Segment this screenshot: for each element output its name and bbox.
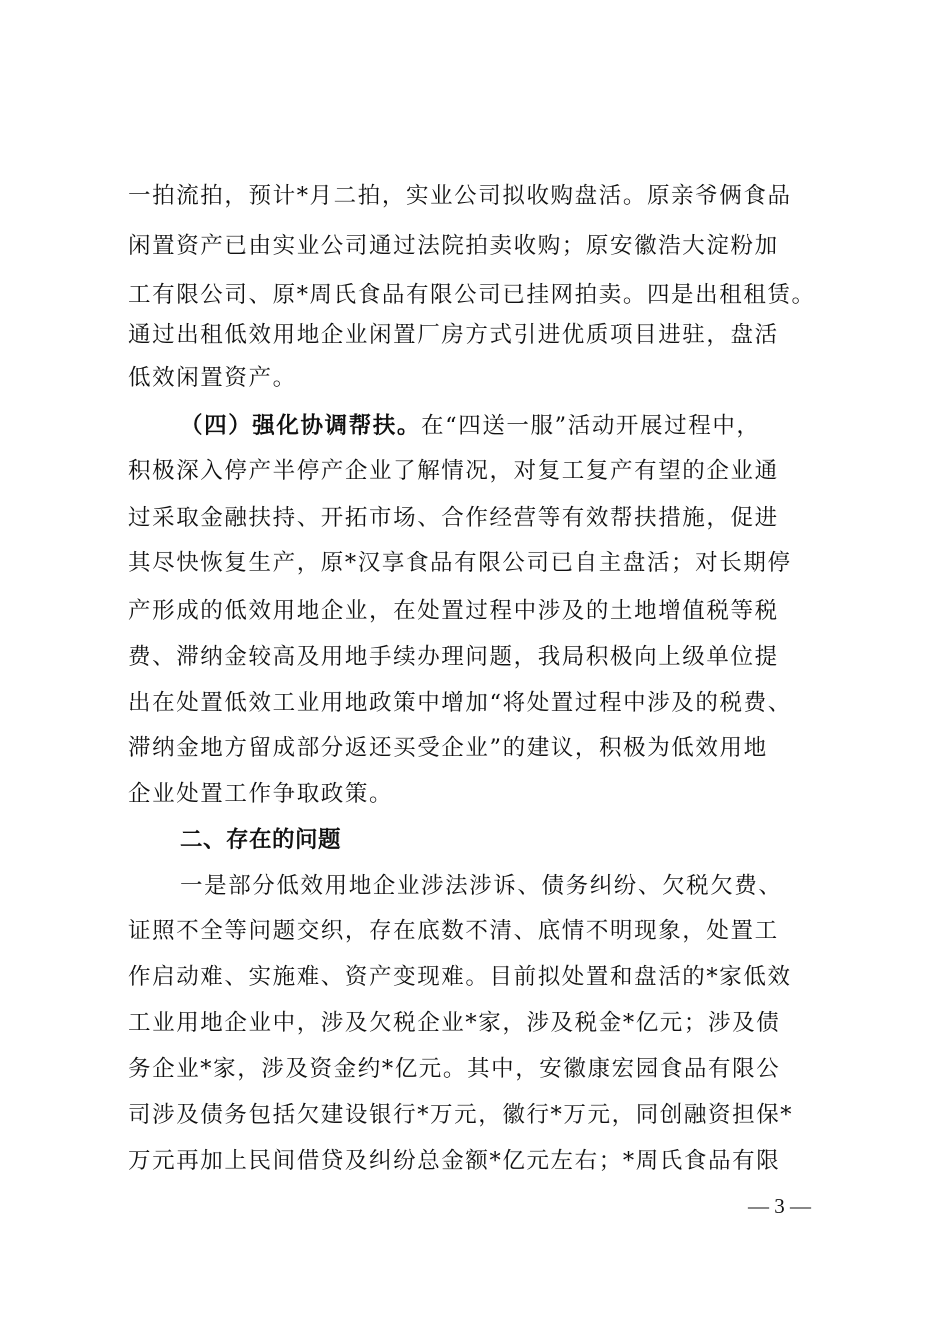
- body-text-line: 工业用地企业中，涉及欠税企业*家，涉及税金*亿元；涉及债: [128, 1010, 781, 1036]
- body-text-line: 出在处置低效工业用地政策中增加“将处置过程中涉及的税费、: [128, 690, 792, 716]
- body-text-line: 工有限公司、原*周氏食品有限公司已挂网拍卖。四是出租租赁。: [128, 282, 816, 308]
- body-text-line: 一是部分低效用地企业涉法涉诉、债务纠纷、欠税欠费、: [180, 873, 783, 899]
- body-text-line: 积极深入停产半停产企业了解情况，对复工复产有望的企业通: [128, 458, 779, 484]
- body-text-line: 一拍流拍，预计*月二拍，实业公司拟收购盘活。原亲爷俩食品: [128, 183, 792, 209]
- body-text-line: 万元再加上民间借贷及纠纷总金额*亿元左右；*周氏食品有限: [128, 1148, 781, 1174]
- body-text-line: 低效闲置资产。: [128, 365, 297, 391]
- body-text-line: 通过出租低效用地企业闲置厂房方式引进优质项目进驻，盘活: [128, 322, 779, 348]
- body-text-line: 滞纳金地方留成部分返还买受企业”的建议，积极为低效用地: [128, 735, 768, 761]
- body-text-line: 司涉及债务包括欠建设银行*万元，徽行*万元，同创融资担保*: [128, 1102, 794, 1128]
- body-text-line: 产形成的低效用地企业，在处置过程中涉及的土地增值税等税: [128, 598, 779, 624]
- body-text-line: 企业处置工作争取政策。: [128, 781, 394, 807]
- section-4-first-line: [180, 406, 761, 446]
- section-2-heading: 二、存在的问题: [180, 827, 342, 853]
- section-4-heading: （四）强化协调帮扶。: [180, 413, 422, 439]
- body-text-line: 作启动难、实施难、资产变现难。目前拟处置和盘活的*家低效: [128, 964, 792, 990]
- body-text-line: 其尽快恢复生产，原*汉享食品有限公司已自主盘活；对长期停: [128, 550, 792, 576]
- page-number: — 3 —: [748, 1194, 811, 1218]
- body-text-line: 闲置资产已由实业公司通过法院拍卖收购；原安徽浩大淀粉加: [128, 233, 779, 259]
- body-text-line: 费、滞纳金较高及用地手续办理问题，我局积极向上级单位提: [128, 644, 779, 670]
- body-text-line: 证照不全等问题交织，存在底数不清、底情不明现象，处置工: [128, 918, 779, 944]
- section-4-first-line-text: 在“四送一服”活动开展过程中，: [421, 413, 761, 439]
- body-text-line: 过采取金融扶持、开拓市场、合作经营等有效帮扶措施，促进: [128, 505, 779, 531]
- body-text-line: 务企业*家，涉及资金约*亿元。其中，安徽康宏园食品有限公: [128, 1056, 781, 1082]
